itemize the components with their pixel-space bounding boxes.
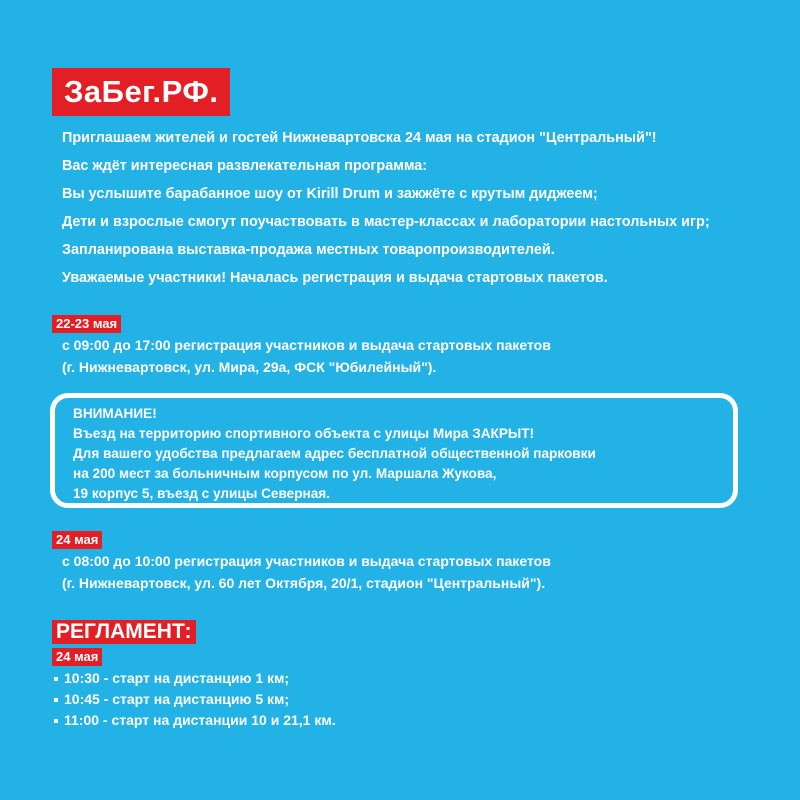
attention-notice-box xyxy=(50,393,738,508)
registration-line: (г. Нижневартовск, ул. 60 лет Октября, 20/1, стадион "Центральный"). xyxy=(62,575,546,591)
reglament-title: РЕГЛАМЕНТ: xyxy=(52,620,196,644)
notice-line: на 200 мест за больничным корпусом по ул. Маршала Жукова, xyxy=(73,466,497,481)
notice-title: ВНИМАНИЕ! xyxy=(73,406,157,421)
bullet-icon xyxy=(54,677,58,681)
registration-date-badge: 22-23 мая xyxy=(52,315,121,333)
notice-text xyxy=(73,404,596,504)
brand-logo: ЗаБег.РФ. xyxy=(52,68,230,116)
intro-line: Запланирована выставка-продажа местных товаропроизводителей. xyxy=(62,242,555,258)
intro-line: Дети и взрослые смогут поучаствовать в мастер-классах и лаборатории настольных игр; xyxy=(62,214,710,230)
bullet-icon xyxy=(54,698,58,702)
schedule-item xyxy=(54,710,336,731)
registration-date-badge: 24 мая xyxy=(52,531,102,549)
schedule-text: 10:45 - старт на дистанцию 5 км; xyxy=(64,691,290,707)
intro-text xyxy=(62,130,710,298)
start-schedule xyxy=(54,668,336,731)
schedule-text: 11:00 - старт на дистанции 10 и 21,1 км. xyxy=(64,712,336,728)
reglament-date-badge: 24 мая xyxy=(52,648,102,666)
schedule-item xyxy=(54,668,336,689)
schedule-text: 10:30 - старт на дистанцию 1 км; xyxy=(64,670,290,686)
notice-line: Въезд на территорию спортивного объекта с улицы Мира ЗАКРЫТ! xyxy=(73,426,535,441)
schedule-item xyxy=(54,689,336,710)
notice-line: 19 корпус 5, въезд с улицы Северная. xyxy=(73,486,331,501)
intro-line: Вас ждёт интересная развлекательная программа: xyxy=(62,158,428,174)
intro-line: Приглашаем жителей и гостей Нижневартовска 24 мая на стадион "Центральный"! xyxy=(62,130,657,146)
registration-line: (г. Нижневартовск, ул. Мира, 29а, ФСК "Юбилейный"). xyxy=(62,359,437,375)
intro-line: Уважаемые участники! Началась регистрация и выдача стартовых пакетов. xyxy=(62,270,608,286)
registration-details xyxy=(62,550,551,594)
registration-details xyxy=(62,334,551,378)
registration-line: с 09:00 до 17:00 регистрация участников и выдача стартовых пакетов xyxy=(62,337,551,353)
intro-line: Вы услышите барабанное шоу от Kirill Drum и зажжёте с крутым диджеем; xyxy=(62,186,598,202)
notice-line: Для вашего удобства предлагаем адрес бесплатной общественной парковки xyxy=(73,446,596,461)
bullet-icon xyxy=(54,719,58,723)
registration-line: с 08:00 до 10:00 регистрация участников и выдача стартовых пакетов xyxy=(62,553,551,569)
